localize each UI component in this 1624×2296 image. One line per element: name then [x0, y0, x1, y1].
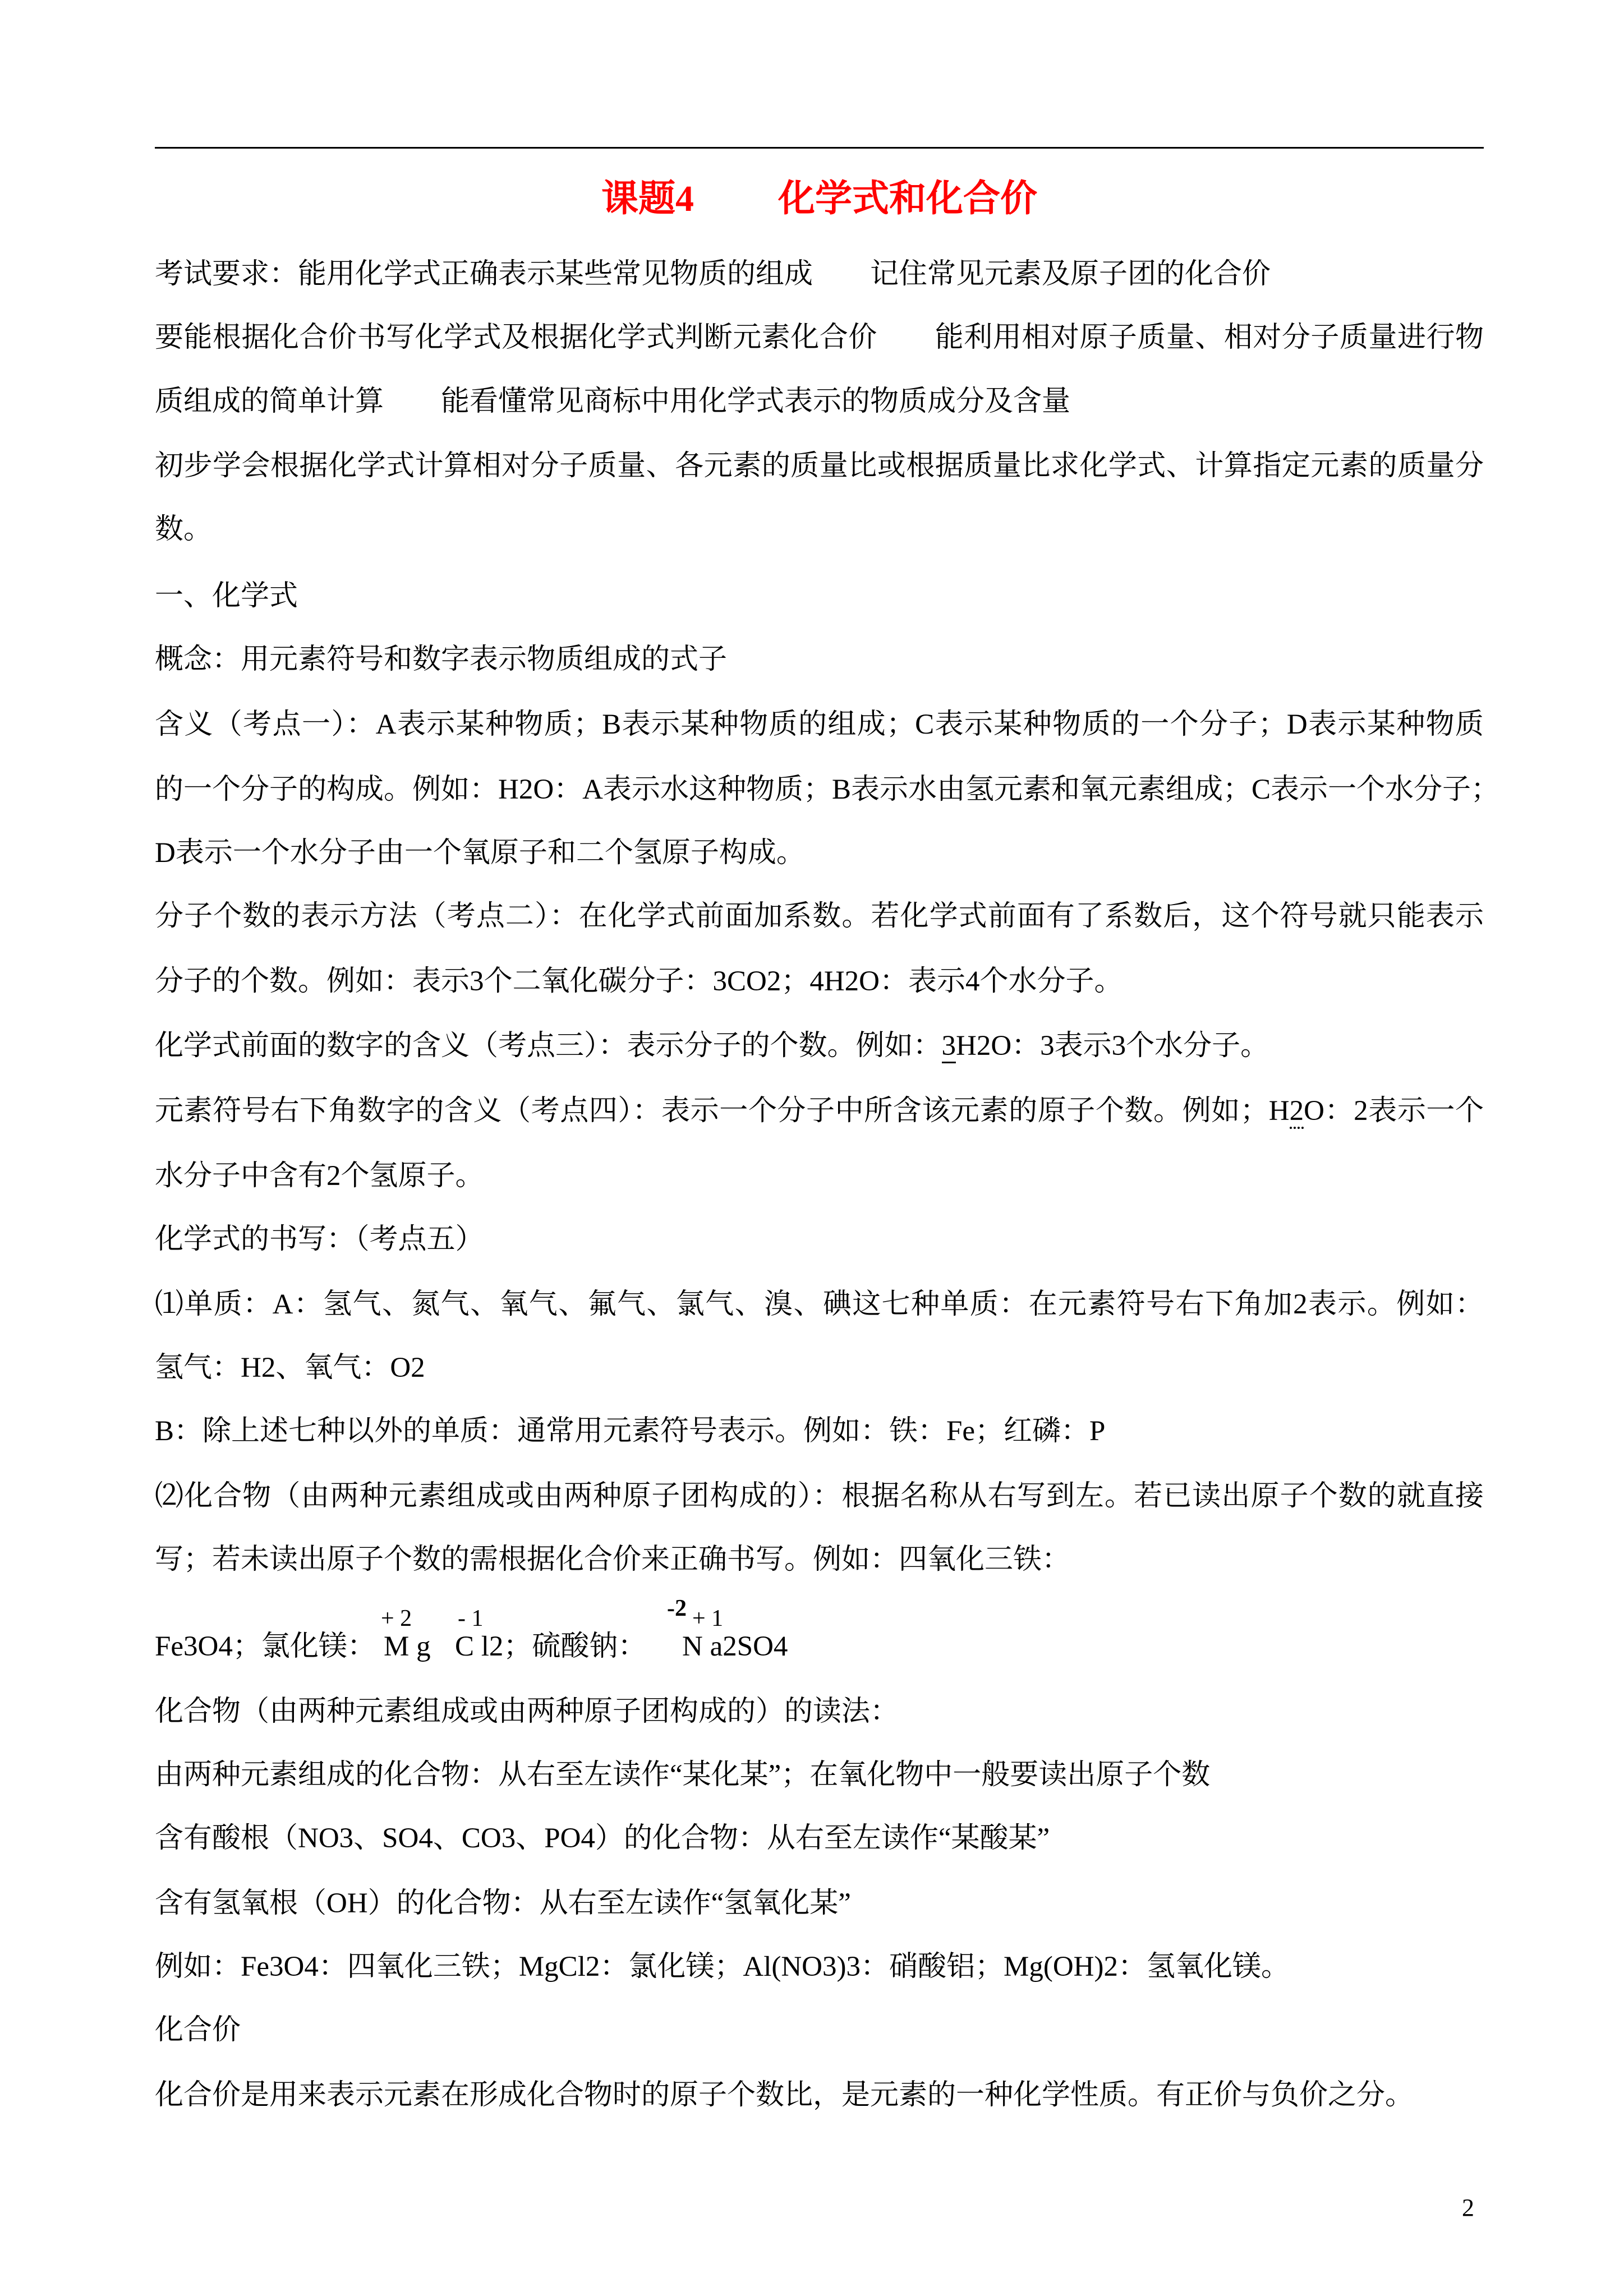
writing-heading: 化学式的书写：（考点五） — [155, 1224, 484, 1255]
reading-rule: 由两种元素组成的化合物：从右至左读作“某化某”；在氧化物中一般要读出原子个数 — [155, 1759, 1211, 1791]
title-text: 化学式和化合价 — [778, 178, 1037, 219]
subscript-after: O：2表示一个 — [1304, 1095, 1484, 1127]
page-title — [155, 177, 1484, 222]
requirements-line: 初步学会根据化学式计算相对分子质量、各元素的质量比或根据质量比求化学式、计算指定元素的质量分 — [155, 450, 1484, 482]
valence-definition: 化合价是用来表示元素在形成化合物时的原子个数比，是元素的一种化学性质。有正价与负价之分。 — [155, 2080, 1414, 2111]
requirements-line: 要能根据化合价书写化学式及根据化学式判断元素化合价 能利用相对原子质量、相对分子质量进行物 — [155, 322, 1484, 353]
fe3o4-formula: Fe3O4；氯化镁： — [155, 1631, 376, 1662]
concept-line: 概念：用元素符号和数字表示物质组成的式子 — [155, 644, 728, 675]
mg-formula: M g — [384, 1631, 431, 1662]
compounds-line: ⑵化合物（由两种元素组成或由两种原子团构成的）：根据名称从右写到左。若已读出原子个数的就直接 — [155, 1481, 1484, 1512]
reading-rule: 含有酸根（NO3、SO4、CO3、PO4）的化合物：从右至左读作“某酸某” — [155, 1823, 1050, 1854]
coefficient-after: H2O：3表示3个水分子。 — [956, 1030, 1269, 1062]
title-number: 课题4 — [601, 178, 694, 219]
subscript-before: 元素符号右下角数字的含义（考点四）：表示一个分子中所含该元素的原子个数。例如；H — [155, 1095, 1290, 1127]
valence-heading: 化合价 — [155, 2014, 241, 2046]
elements-line: B：除上述七种以外的单质：通常用元素符号表示。例如：铁：Fe；红磷：P — [155, 1416, 1106, 1447]
reading-heading: 化合物（由两种元素组成或由两种原子团构成的）的读法： — [155, 1696, 899, 1727]
requirements-line: 考试要求：能用化学式正确表示某些常见物质的组成 记住常见元素及原子团的化合价 — [155, 259, 1271, 290]
requirements-line: 质组成的简单计算 能看懂常见商标中用化学式表示的物质成分及含量 — [155, 386, 1071, 417]
meaning-line: D表示一个水分子由一个氧原子和二个氢原子构成。 — [155, 837, 805, 869]
subscript-line — [155, 1094, 1484, 1128]
page-number: 2 — [1462, 2194, 1474, 2221]
cl-valence: - 1 — [458, 1606, 484, 1631]
meaning-line: 的一个分子的构成。例如：H2O：A表示水这种物质；B表示水由氢元素和氧元素组成；C表示一个水分子； — [155, 774, 1500, 805]
compounds-line: 写；若未读出原子个数的需根据化合价来正确书写。例如：四氧化三铁： — [155, 1544, 1071, 1575]
mg-valence: + 2 — [381, 1606, 412, 1631]
section-heading: 一、化学式 — [155, 580, 298, 612]
subscript-line: 水分子中含有2个氢原子。 — [155, 1160, 484, 1192]
na2so4-formula: N a2SO4 — [682, 1631, 788, 1662]
so4-valence: -2 — [667, 1596, 687, 1621]
molecule-count-line: 分子个数的表示方法（考点二）：在化学式前面加系数。若化学式前面有了系数后，这个符号就只能表示 — [155, 901, 1484, 932]
coefficient-line — [155, 1029, 1269, 1063]
elements-line: 氢气：H2、氧气：O2 — [155, 1352, 425, 1384]
coefficient-mark: 3 — [942, 1030, 956, 1063]
coefficient-before: 化学式前面的数字的含义（考点三）：表示分子的个数。例如： — [155, 1030, 942, 1062]
na-valence: + 1 — [692, 1606, 724, 1631]
subscript-mark: 2 — [1290, 1095, 1304, 1129]
molecule-count-line: 分子的个数。例如：表示3个二氧化碳分子：3CO2；4H2O：表示4个水分子。 — [155, 966, 1123, 997]
reading-rule: 含有氢氧根（OH）的化合物：从右至左读作“氢氧化某” — [155, 1888, 851, 1919]
elements-line: ⑴单质：A：氢气、氮气、氧气、氟气、氯气、溴、碘这七种单质：在元素符号右下角加2表示。例如： — [155, 1289, 1484, 1320]
header-rule — [155, 147, 1484, 149]
meaning-line: 含义（考点一）：A表示某种物质；B表示某种物质的组成；C表示某种物质的一个分子；D表示某种物质 — [155, 709, 1484, 740]
reading-examples: 例如：Fe3O4：四氧化三铁；MgCl2：氯化镁；Al(NO3)3：硝酸铝；Mg(OH)2：氢氧化镁。 — [155, 1951, 1290, 1983]
requirements-line: 数。 — [155, 514, 213, 545]
cl-formula: C l2；硫酸钠： — [455, 1631, 647, 1662]
